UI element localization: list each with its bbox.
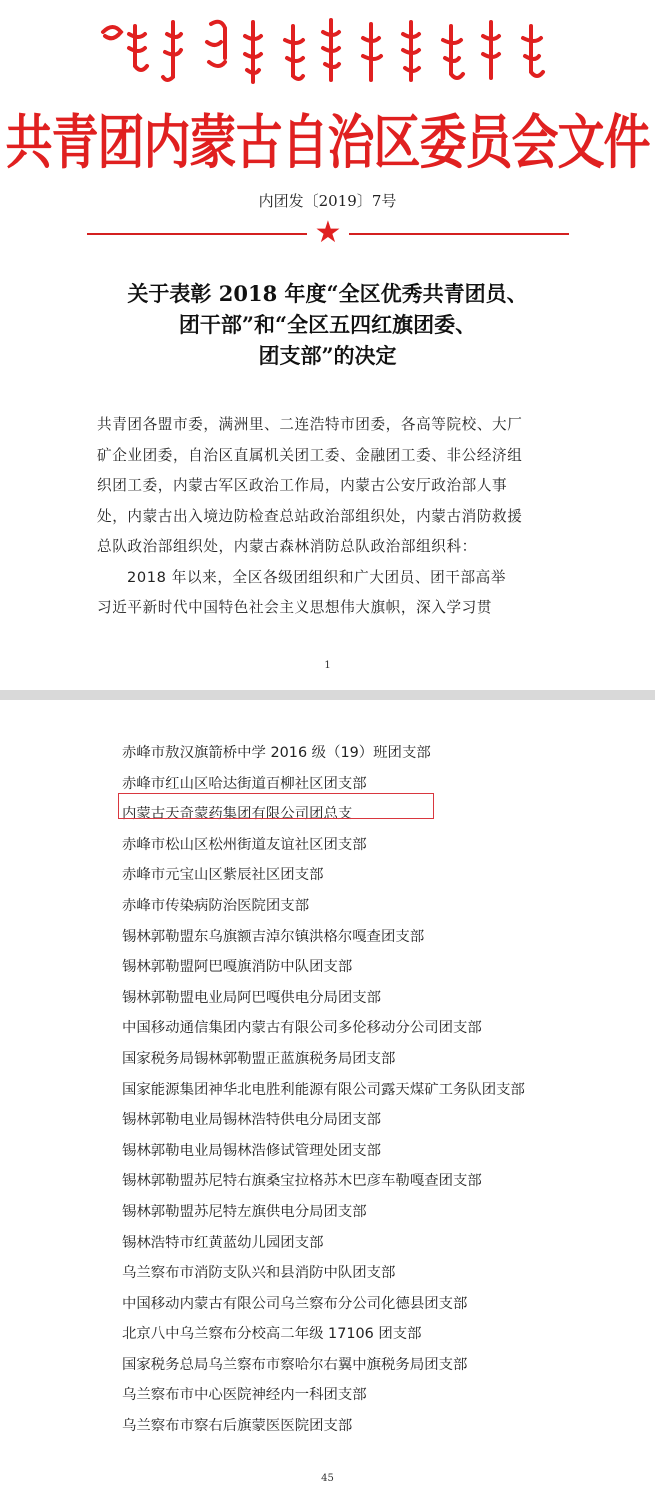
document-number: 内团发〔2019〕7号 (258, 192, 397, 210)
decision-title-line: 团支部”的决定 (258, 343, 397, 368)
issuing-organization-title: 共青团内蒙古自治区委员会文件 (5, 108, 650, 178)
body-line: 习近平新时代中国特色社会主义思想伟大旗帜，深入学习贯 (97, 599, 493, 616)
list-item: 北京八中乌兰察布分校高二年级 17106 团支部 (122, 1326, 422, 1343)
branch-list (122, 738, 525, 1442)
divider-line-right (349, 233, 569, 235)
decision-title (0, 278, 655, 371)
list-item: 赤峰市松山区松州街道友谊社区团支部 (122, 836, 367, 853)
list-item: 中国移动内蒙古有限公司乌兰察布分公司化德县团支部 (122, 1295, 468, 1312)
page-number: 1 (324, 660, 331, 671)
divider-line-left (87, 233, 307, 235)
list-item: 乌兰察布市消防支队兴和县消防中队团支部 (122, 1265, 396, 1282)
document-page-2 (0, 700, 655, 1495)
decision-title-line: 团干部”和“全区五四红旗团委、 (178, 312, 477, 337)
body-line: 矿企业团委，自治区直属机关团工委、金融团工委、非公经济组 (97, 446, 523, 464)
list-item: 赤峰市红山区哈达街道百柳社区团支部 (122, 775, 367, 792)
list-item: 锡林郭勒盟苏尼特左旗供电分局团支部 (122, 1203, 367, 1220)
list-item: 国家税务局锡林郭勒盟正蓝旗税务局团支部 (122, 1050, 396, 1067)
body-line: 处，内蒙古出入境边防检查总站政治部组织处，内蒙古消防救援 (97, 507, 523, 525)
body-text (97, 410, 567, 624)
page-number: 45 (321, 1473, 334, 1484)
mongolian-script-graphic (95, 12, 565, 92)
list-item: 乌兰察布市察右后旗蒙医医院团支部 (122, 1418, 353, 1435)
header-divider (87, 215, 569, 251)
body-line: 2018 年以来，全区各级团组织和广大团员、团干部高举 (127, 568, 507, 586)
list-item: 赤峰市敖汉旗箭桥中学 2016 级（19）班团支部 (122, 745, 431, 761)
list-item: 国家税务总局乌兰察布市察哈尔右翼中旗税务局团支部 (122, 1356, 468, 1373)
list-item: 锡林郭勒盟东乌旗额吉淖尔镇洪格尔嘎查团支部 (122, 928, 425, 945)
list-item: 乌兰察布市中心医院神经内一科团支部 (122, 1387, 367, 1404)
list-item: 锡林郭勒电业局锡林浩特供电分局团支部 (122, 1112, 382, 1129)
body-line: 总队政治部组织处，内蒙古森林消防总队政治部组织科： (97, 538, 477, 555)
body-line: 共青团各盟市委，满洲里、二连浩特市团委，各高等院校、大厂 (97, 416, 523, 433)
list-item: 锡林郭勒盟电业局阿巴嘎供电分局团支部 (122, 989, 382, 1006)
star-icon: ★ (314, 215, 342, 250)
list-item: 锡林浩特市红黄蓝幼儿园团支部 (122, 1234, 324, 1251)
document-page-1 (0, 0, 655, 690)
decision-title-line: 关于表彰 2018 年度“全区优秀共青团员、 (127, 281, 528, 306)
list-item: 国家能源集团神华北电胜利能源有限公司露天煤矿工务队团支部 (122, 1081, 525, 1098)
list-item: 赤峰市元宝山区紫辰社区团支部 (122, 867, 324, 884)
highlight-box (118, 793, 434, 819)
list-item: 赤峰市传染病防治医院团支部 (122, 897, 310, 914)
list-item: 锡林郭勒盟阿巴嘎旗消防中队团支部 (122, 959, 353, 976)
list-item: 锡林郭勒电业局锡林浩修试管理处团支部 (122, 1142, 382, 1159)
list-item-highlighted: 内蒙古天奇蒙药集团有限公司团总支 (122, 806, 353, 823)
list-item: 中国移动通信集团内蒙古有限公司多伦移动分公司团支部 (122, 1020, 482, 1037)
body-line: 织团工委，内蒙古军区政治工作局，内蒙古公安厅政治部人事 (97, 477, 508, 494)
mongolian-script-header (95, 12, 565, 92)
list-item: 锡林郭勒盟苏尼特右旗桑宝拉格苏木巴彦车勒嘎查团支部 (122, 1173, 482, 1190)
